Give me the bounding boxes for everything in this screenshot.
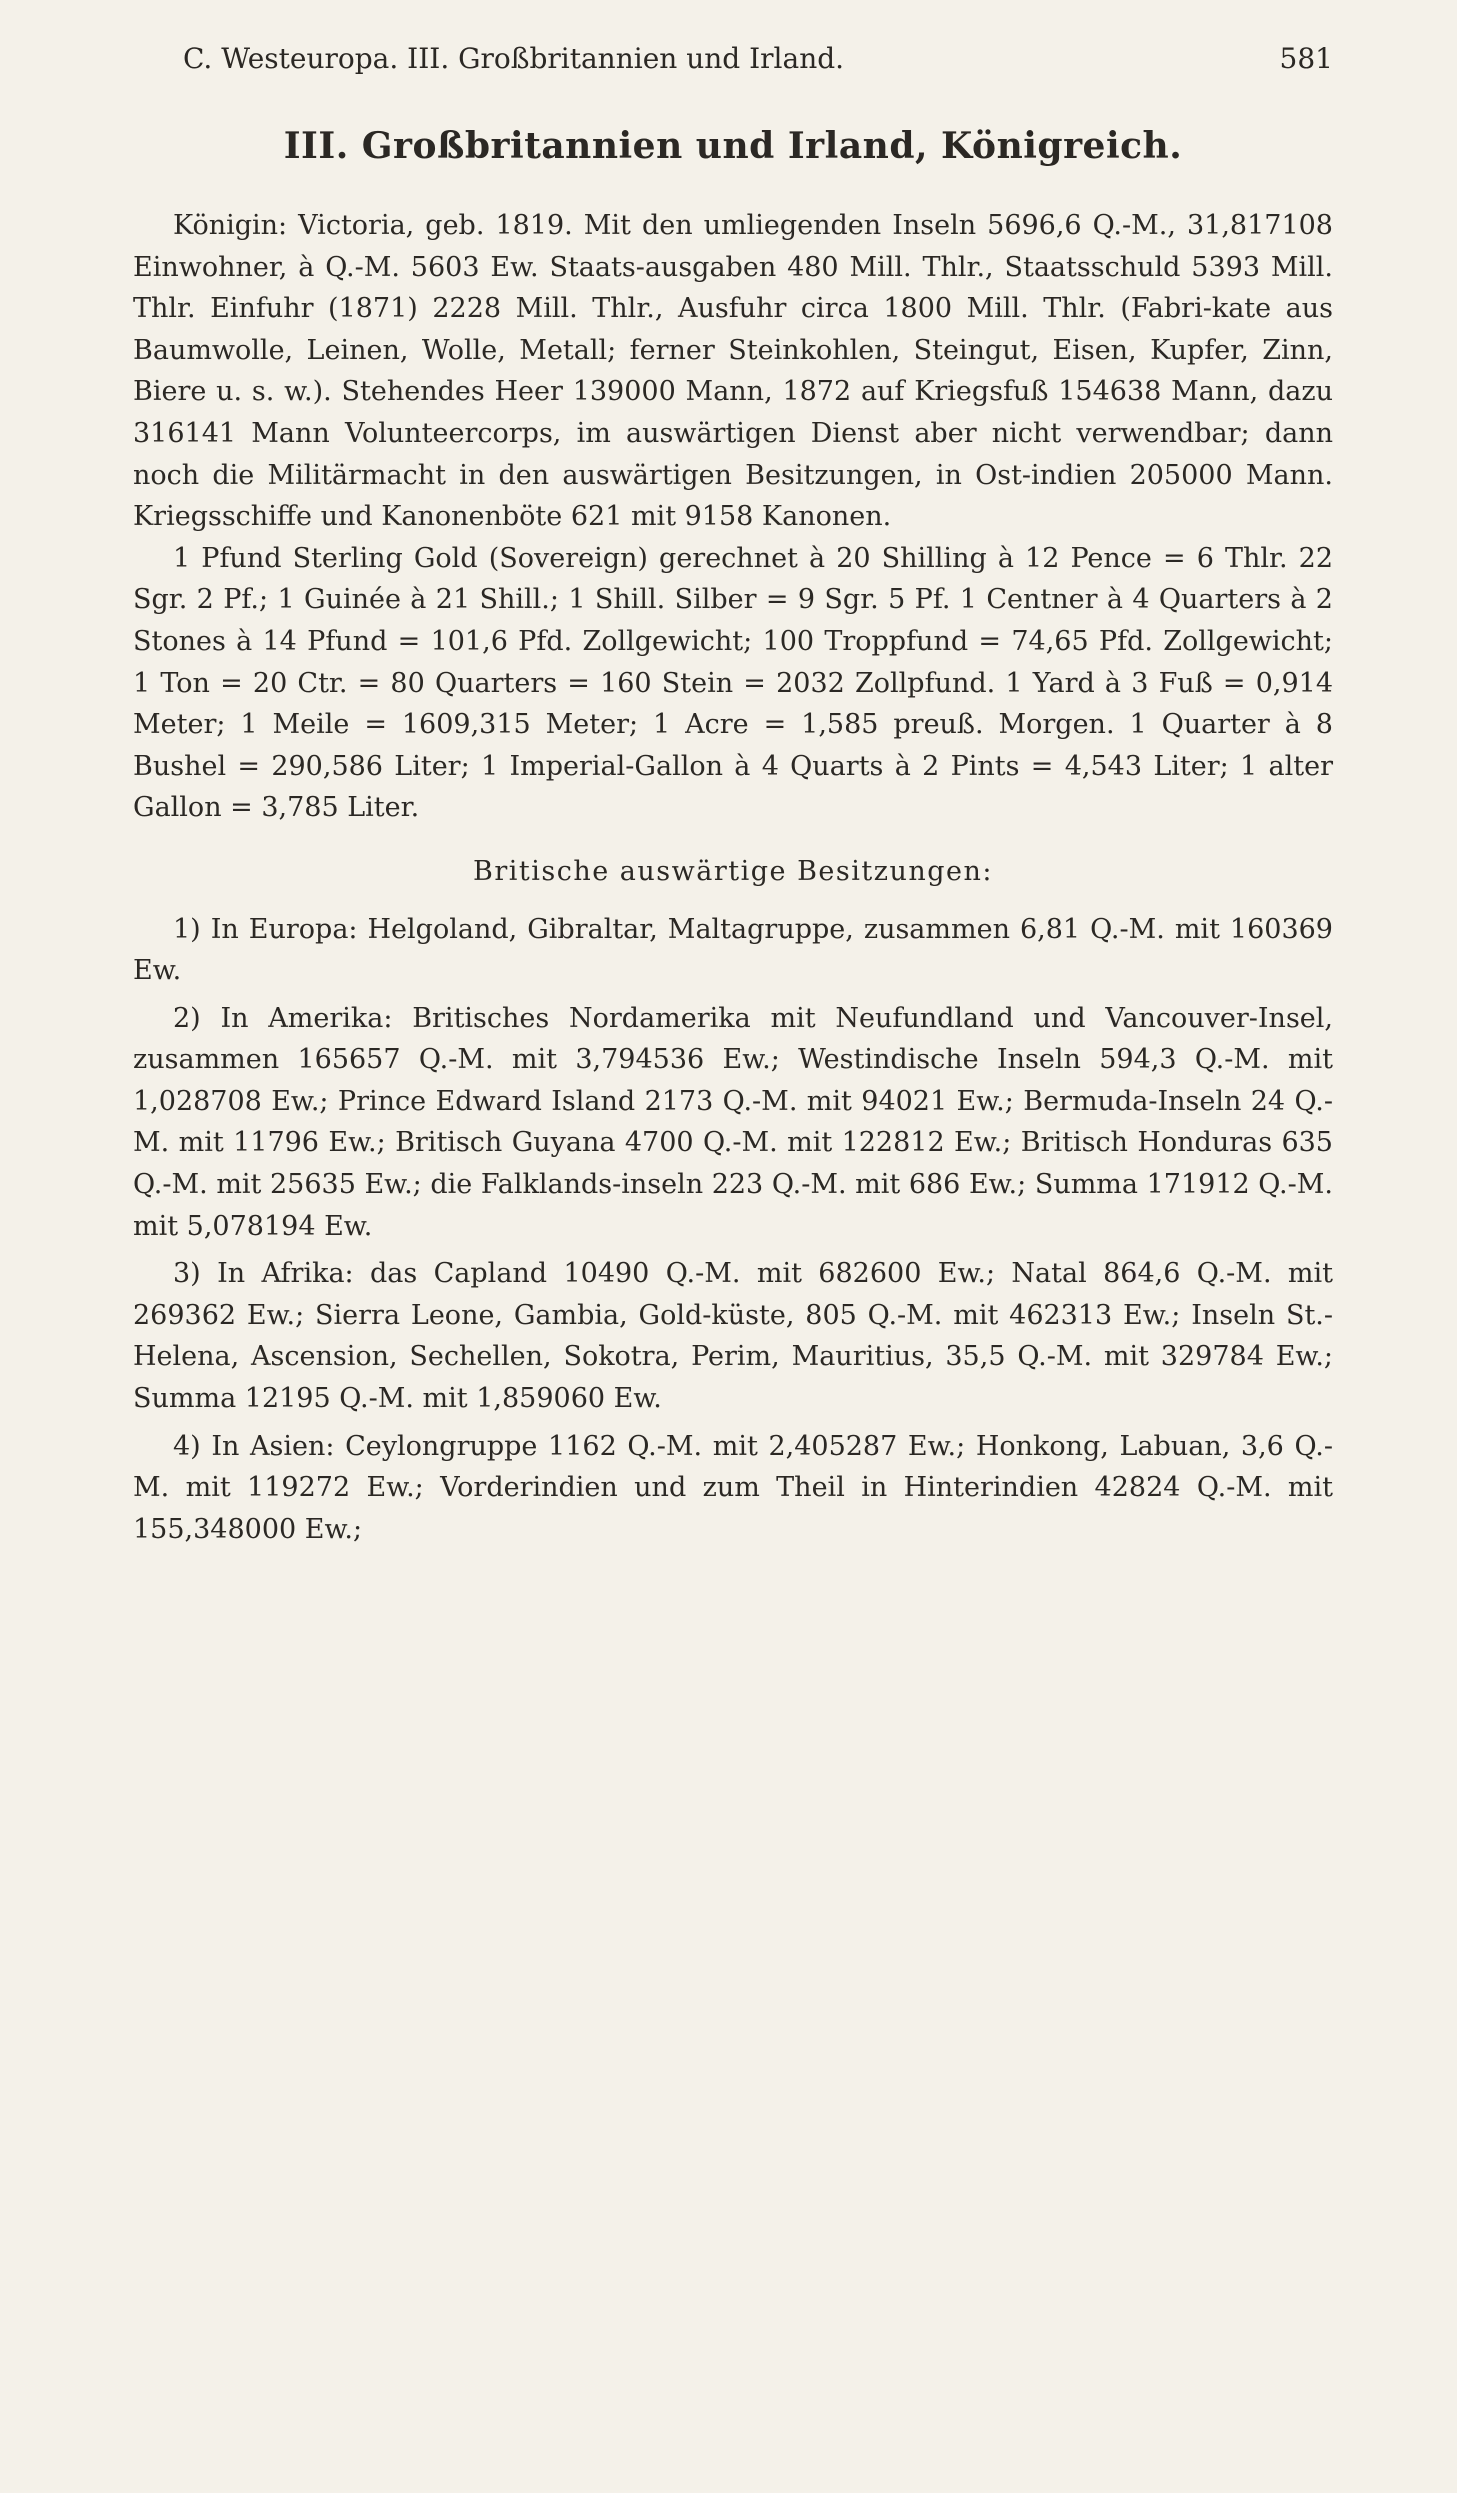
running-header-text: C. Westeuropa. III. Großbritannien und Irland. [183,42,845,75]
paragraph-asia: 4) In Asien: Ceylongruppe 1162 Q.-M. mit 2,405287 Ew.; Honkong, Labuan, 3,6 Q.-M. mit 119272 Ew.; Vorderindien und zum Theil in Hinterindien 42824 Q.-M. mit 155,348000 Ew.; [133,1430,1333,1545]
body-text [133,205,1333,1550]
subheading-possessions: Britische auswärtige Besitzungen: [473,855,993,887]
paragraph-money-measures: 1 Pfund Sterling Gold (Sovereign) gerechnet à 20 Shilling à 12 Pence = 6 Thlr. 22 Sgr. 2 Pf.; 1 Guinée à 21 Shill.; 1 Shill. Silber = 9 Sgr. 5 Pf. 1 Centner à 4 Quarters à 2 Stones à 14 Pfund = 101,6 Pfd. Zollgewicht; 100 Troppfund = 74,65 Pfd. Zollgewicht; 1 Ton = 20 Ctr. = 80 Quarters = 160 Stein = 2032 Zollpfund. 1 Yard à 3 Fuß = 0,914 Meter; 1 Meile = 1609,315 Meter; 1 Acre = 1,585 preuß. Morgen. 1 Quarter à 8 Bushel = 290,586 Liter; 1 Imperial-Gallon à 4 Quarts à 2 Pints = 4,543 Liter; 1 alter Gallon = 3,785 Liter. [133,542,1333,824]
paragraph-america: 2) In Amerika: Britisches Nordamerika mit Neufundland und Vancouver-Insel, zusammen 165657 Q.-M. mit 3,794536 Ew.; Westindische Inseln 594,3 Q.-M. mit 1,028708 Ew.; Prince Edward Island 2173 Q.-M. mit 94021 Ew.; Bermuda-Inseln 24 Q.-M. mit 11796 Ew.; Britisch Guyana 4700 Q.-M. mit 122812 Ew.; Britisch Honduras 635 Q.-M. mit 25635 Ew.; die Falklands-inseln 223 Q.-M. mit 686 Ew.; Summa 171912 Q.-M. mit 5,078194 Ew. [133,1002,1333,1242]
running-header [133,42,1333,82]
paragraph-intro: Königin: Victoria, geb. 1819. Mit den umliegenden Inseln 5696,6 Q.-M., 31,817108 Einwohner, à Q.-M. 5603 Ew. Staats-ausgaben 480 Mill. Thlr., Staatsschuld 5393 Mill. Thlr. Einfuhr (1871) 2228 Mill. Thlr., Ausfuhr circa 1800 Mill. Thlr. (Fabri-kate aus Baumwolle, Leinen, Wolle, Metall; ferner Steinkohlen, Steingut, Eisen, Kupfer, Zinn, Biere u. s. w.). Stehendes Heer 139000 Mann, 1872 auf Kriegsfuß 154638 Mann, dazu 316141 Mann Volunteercorps, im auswärtigen Dienst aber nicht verwendbar; dann noch die Militärmacht in den auswärtigen Besitzungen, in Ost-indien 205000 Mann. Kriegsschiffe und Kanonenböte 621 mit 9158 Kanonen. [133,210,1333,533]
paragraph-africa: 3) In Afrika: das Capland 10490 Q.-M. mit 682600 Ew.; Natal 864,6 Q.-M. mit 269362 Ew.; Sierra Leone, Gambia, Gold-küste, 805 Q.-M. mit 462313 Ew.; Inseln St.-Helena, Ascension, Sechellen, Sokotra, Perim, Mauritius, 35,5 Q.-M. mit 329784 Ew.; Summa 12195 Q.-M. mit 1,859060 Ew. [133,1258,1333,1415]
page-number: 581 [1279,42,1333,75]
paragraph-europe: 1) In Europa: Helgoland, Gibraltar, Maltagruppe, zusammen 6,81 Q.-M. mit 160369 Ew. [133,913,1333,987]
section-title: III. Großbritannien und Irland, Königreich. [283,125,1183,167]
